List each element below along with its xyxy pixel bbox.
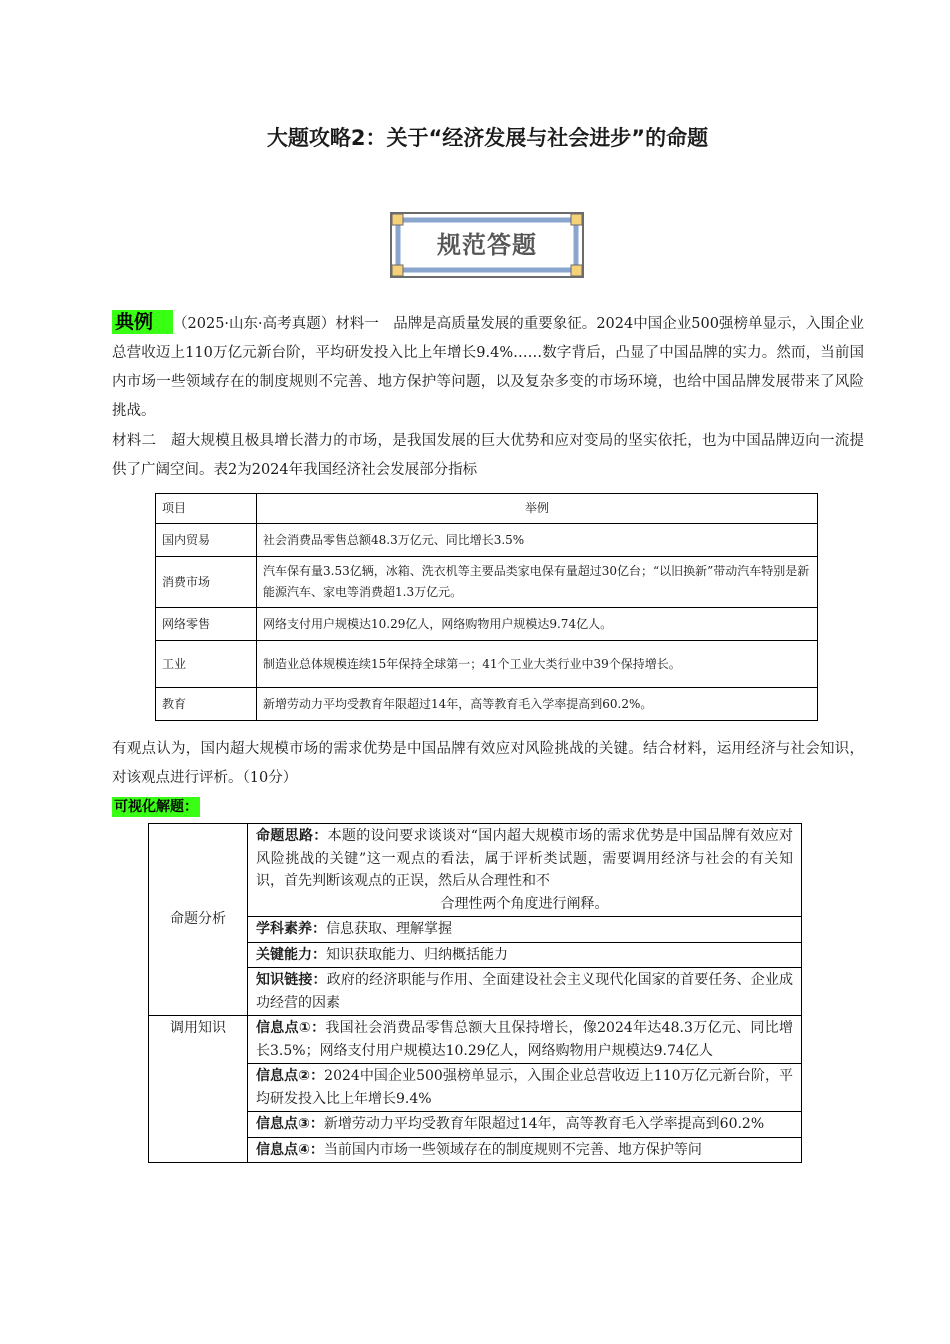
indicator-table (155, 493, 818, 721)
ability-text: 知识获取能力、归纳概括能力 (326, 946, 508, 963)
page-title: 大题攻略2：关于“经济发展与社会进步”的命题 (266, 126, 709, 150)
table-cell-item: 网络零售 (156, 608, 257, 641)
analysis-idea-cell (248, 824, 802, 917)
visual-tag-line (112, 796, 864, 818)
table-cell-example: 新增劳动力平均受教育年限超过14年，高等教育毛入学率提高到60.2%。 (257, 688, 818, 721)
link-text: 政府的经济职能与作用、全面建设社会主义现代化国家的首要任务、企业成功经营的因素 (256, 972, 794, 1011)
table-row (156, 641, 818, 688)
table-row (156, 688, 818, 721)
literacy-label: 学科素养： (256, 921, 326, 937)
table-header-row (156, 494, 818, 524)
table-cell-example: 网络支付用户规模达10.29亿人，网络购物用户规模达9.74亿人。 (257, 608, 818, 641)
table-row (156, 557, 818, 608)
info-point-cell (248, 1016, 802, 1064)
link-label: 知识链接： (256, 972, 327, 988)
table-header-cell: 项目 (156, 494, 257, 524)
example-tag: 典例 (112, 310, 173, 334)
info-point-text: 我国社会消费品零售总额大且保持增长，像2024年达48.3万亿元、同比增长3.5%；网络支付用户规模达10.29亿人，网络购物用户规模达9.74亿人 (256, 1020, 793, 1059)
idea-tail: 合理性两个角度进行阐释。 (440, 895, 609, 912)
table-row (156, 608, 818, 641)
visual-solution-tag: 可视化解题： (114, 799, 198, 815)
analysis-link-cell (248, 968, 802, 1016)
knowledge-section-label: 调用知识 (149, 1016, 248, 1163)
info-point-cell (248, 1137, 802, 1163)
table-cell-item: 国内贸易 (156, 524, 257, 557)
example-text: （2025·山东·高考真题）材料一 品牌是高质量发展的重要象征。2024中国企业500强榜单显示，入围企业总营收迈上110万亿元新台阶，平均研发投入比上年增长9.4%……数字背后，凸显了中国品牌的实力。然而，当前国内市场一些领域存在的制度规则不完善、地方保护等问题，以及复杂多变的市场环境，也给中国品牌发展带来了风险挑战。 (112, 316, 864, 419)
info-point-cell (248, 1112, 802, 1138)
idea-text: 本题的设问要求谈谈对“国内超大规模市场的需求优势是中国品牌有效应对风险挑战的关键”这一观点的看法，属于评析类试题，需要调用经济与社会的有关知识，首先判断该观点的正误，然后从合理性和不 (256, 828, 794, 889)
table-cell-example: 社会消费品零售总额48.3万亿元、同比增长3.5% (257, 524, 818, 557)
info-point-label: 信息点④： (256, 1141, 324, 1158)
table-cell-item: 教育 (156, 688, 257, 721)
info-point-text: 当前国内市场一些领域存在的制度规则不完善、地方保护等问 (323, 1141, 702, 1158)
info-point-label: 信息点①： (256, 1020, 326, 1036)
badge-label: 规范答题 (437, 231, 537, 259)
example-paragraph (112, 310, 864, 426)
info-point-text: 2024中国企业500强榜单显示，入围企业总营收迈上110万亿元新台阶，平均研发投入比上年增长9.4% (256, 1068, 794, 1107)
idea-label: 命题思路： (256, 828, 328, 844)
analysis-section-label: 命题分析 (149, 824, 248, 1016)
material-two-paragraph: 材料二 超大规模且极具增长潜力的市场，是我国发展的巨大优势和应对变局的坚实依托，也为中国品牌迈向一流提供了广阔空间。表2为2024年我国经济社会发展部分指标 (112, 433, 864, 478)
table-cell-item: 工业 (156, 641, 257, 688)
analysis-table (148, 823, 802, 1163)
info-point-label: 信息点③： (256, 1116, 324, 1132)
analysis-literacy-cell (248, 917, 802, 943)
table-row (156, 524, 818, 557)
ability-label: 关键能力： (256, 946, 326, 963)
table-row (149, 1016, 802, 1064)
info-point-label: 信息点②： (256, 1068, 325, 1084)
literacy-text: 信息获取、理解掌握 (326, 921, 452, 937)
info-point-cell (248, 1064, 802, 1112)
table-header-cell: 举例 (257, 494, 818, 524)
table-cell-example: 汽车保有量3.53亿辆，冰箱、洗衣机等主要品类家电保有量超过30亿台；“以旧换新”带动汽车特别是新能源汽车、家电等消费超1.3万亿元。 (257, 557, 818, 608)
info-point-text: 新增劳动力平均受教育年限超过14年，高等教育毛入学率提高到60.2% (323, 1116, 765, 1132)
table-row (149, 824, 802, 917)
table-cell-item: 消费市场 (156, 557, 257, 608)
table-cell-example: 制造业总体规模连续15年保持全球第一；41个工业大类行业中39个保持增长。 (257, 641, 818, 688)
question-paragraph: 有观点认为，国内超大规模市场的需求优势是中国品牌有效应对风险挑战的关键。结合材料，运用经济与社会知识，对该观点进行评析。（10分） (112, 741, 864, 786)
section-badge (390, 212, 584, 278)
analysis-ability-cell (248, 942, 802, 968)
